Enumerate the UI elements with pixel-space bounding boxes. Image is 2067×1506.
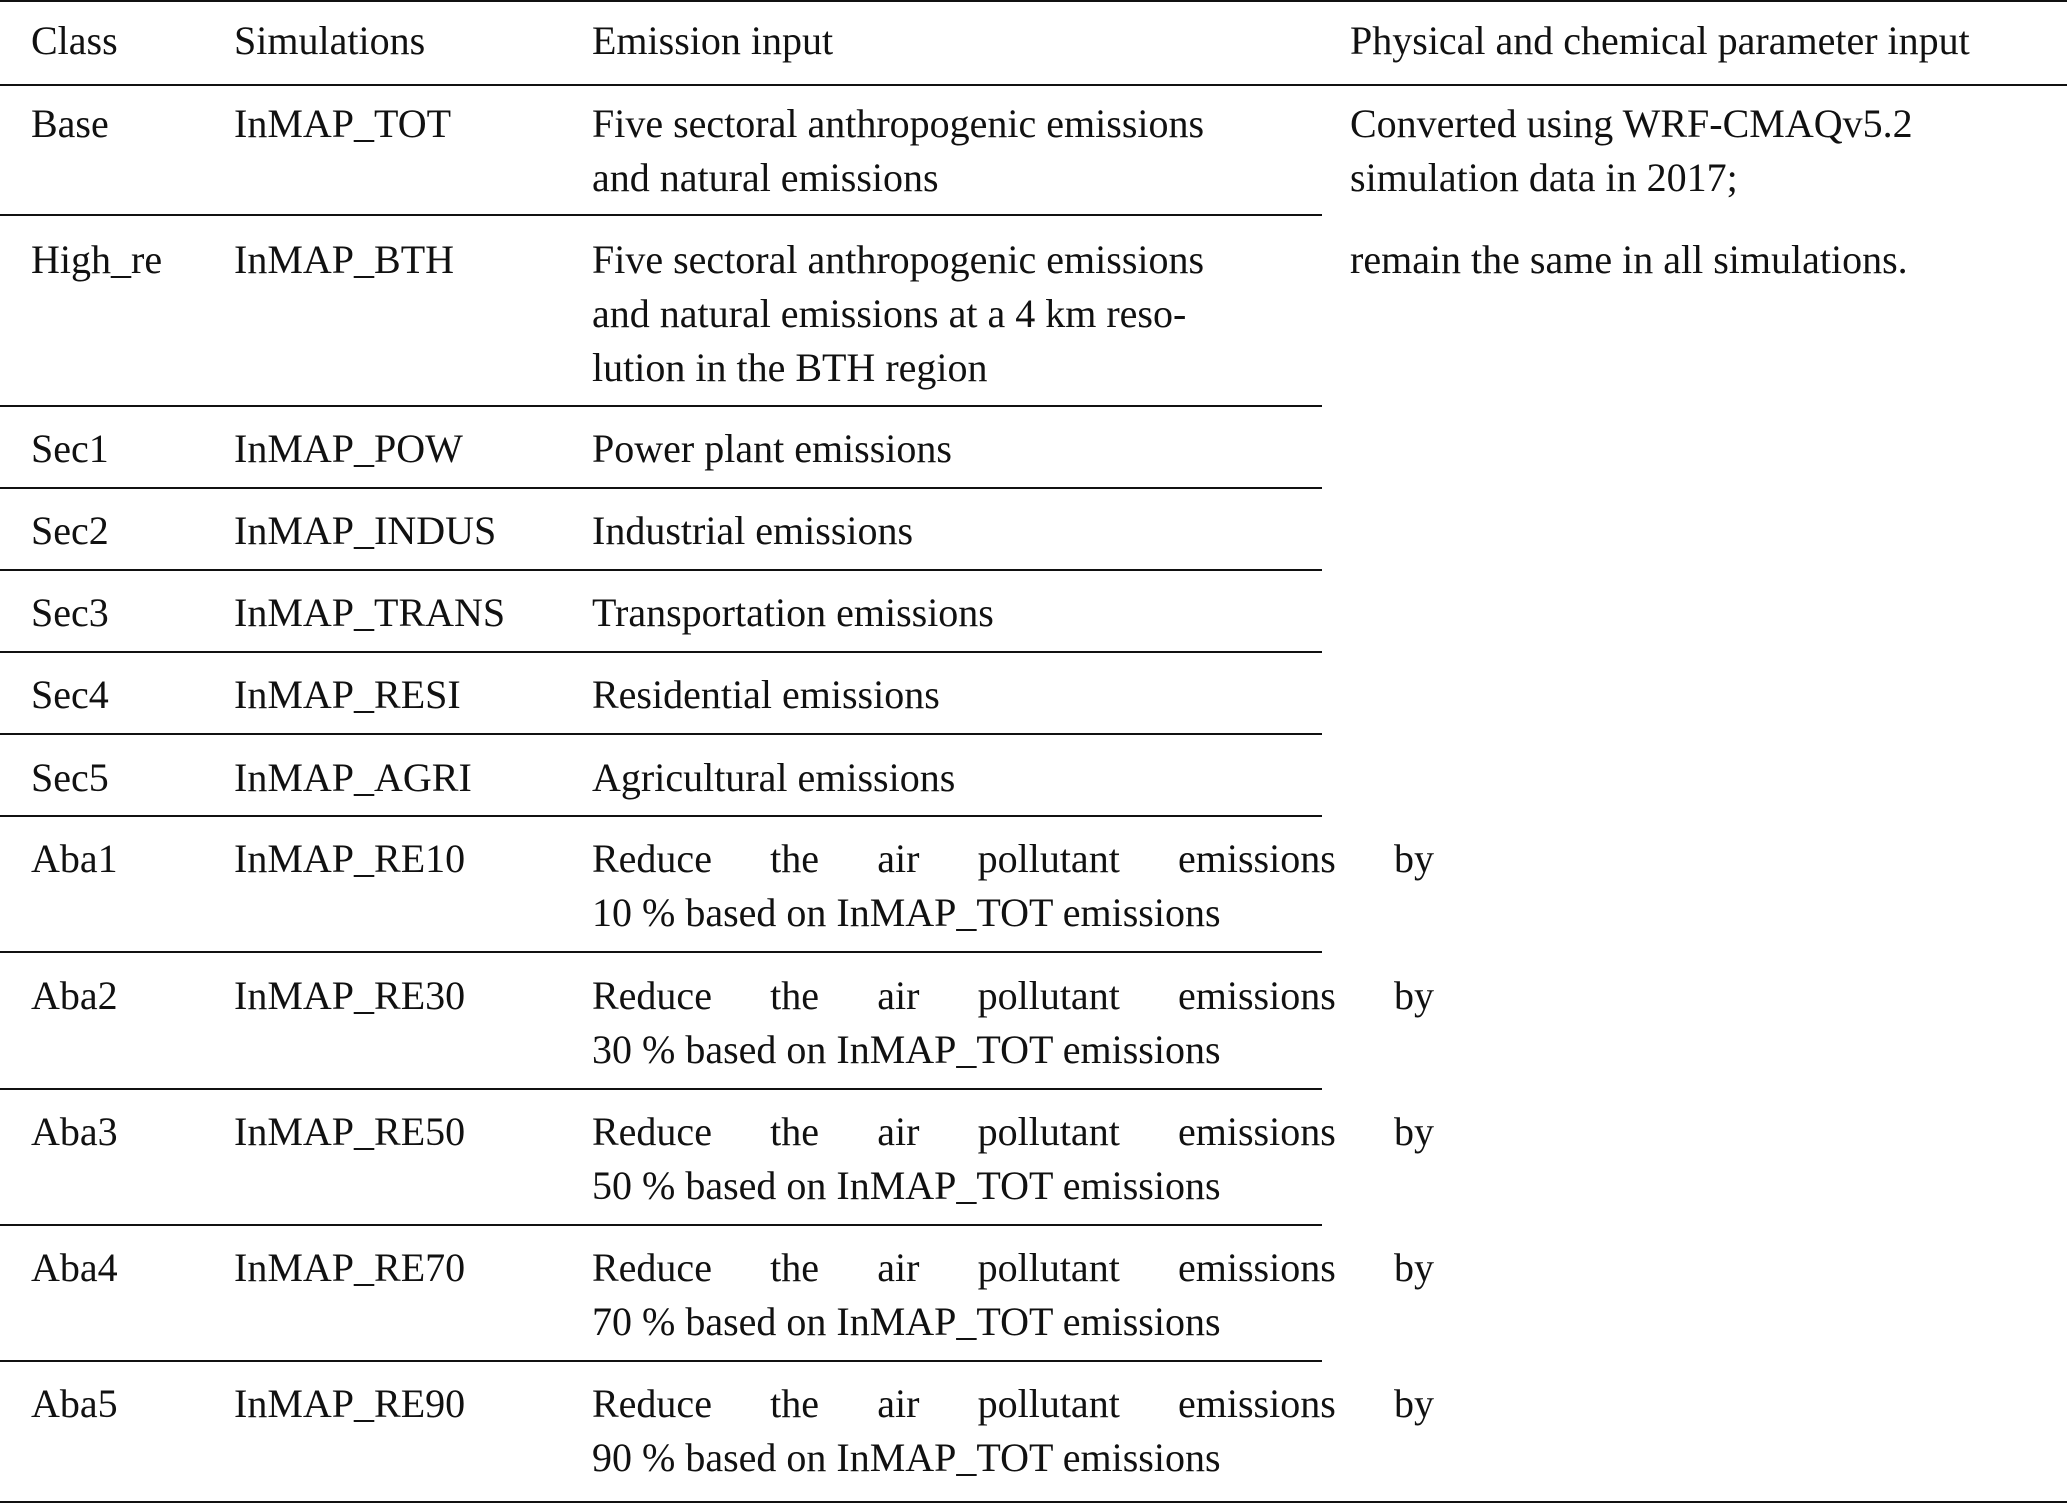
emission-line: Transportation emissions bbox=[592, 590, 994, 635]
row-emission bbox=[592, 586, 1434, 640]
row-rule bbox=[0, 569, 1322, 571]
header-emission: Emission input bbox=[592, 18, 834, 63]
bottom-rule bbox=[0, 1501, 2067, 1503]
row-class: Aba4 bbox=[31, 1245, 118, 1290]
row-simulation: InMAP_RESI bbox=[234, 672, 461, 717]
row-rule bbox=[0, 951, 1322, 953]
header-simulations: Simulations bbox=[234, 18, 426, 63]
row-class: Aba3 bbox=[31, 1109, 118, 1154]
header-physical: Physical and chemical parameter input bbox=[1350, 18, 1970, 63]
row-class: Sec5 bbox=[31, 755, 109, 800]
physical-text bbox=[1350, 233, 2067, 287]
row-rule bbox=[0, 405, 1322, 407]
row-rule bbox=[0, 1224, 1322, 1226]
row-class: Sec4 bbox=[31, 672, 109, 717]
row-rule bbox=[0, 487, 1322, 489]
emission-line: and natural emissions at a 4 km reso- bbox=[592, 291, 1187, 336]
row-emission bbox=[592, 504, 1434, 558]
emission-line: 70 % based on InMAP_TOT emissions bbox=[592, 1299, 1221, 1344]
row-simulation: InMAP_RE90 bbox=[234, 1381, 466, 1426]
row-class: Sec3 bbox=[31, 590, 109, 635]
emission-line: and natural emissions bbox=[592, 155, 939, 200]
row-emission bbox=[592, 751, 1434, 805]
emission-line: Industrial emissions bbox=[592, 508, 914, 553]
row-class: Sec2 bbox=[31, 508, 109, 553]
emission-line: Five sectoral anthropogenic emissions bbox=[592, 237, 1205, 282]
physical-line: Converted using WRF-CMAQv5.2 bbox=[1350, 101, 1913, 146]
emission-line: Reduce the air pollutant emissions by bbox=[592, 1245, 1434, 1290]
emission-line: Reduce the air pollutant emissions by bbox=[592, 1109, 1434, 1154]
row-rule bbox=[0, 651, 1322, 653]
emission-line: Five sectoral anthropogenic emissions bbox=[592, 101, 1205, 146]
row-class: Sec1 bbox=[31, 426, 109, 471]
row-emission bbox=[592, 97, 1434, 205]
row-emission bbox=[592, 233, 1434, 395]
row-simulation: InMAP_TOT bbox=[234, 101, 452, 146]
emission-line: Reduce the air pollutant emissions by bbox=[592, 836, 1434, 881]
row-simulation: InMAP_BTH bbox=[234, 237, 455, 282]
emission-line: Power plant emissions bbox=[592, 426, 952, 471]
emission-line: Reduce the air pollutant emissions by bbox=[592, 973, 1434, 1018]
row-emission bbox=[592, 1105, 1434, 1213]
row-rule bbox=[0, 815, 1322, 817]
row-emission bbox=[592, 969, 1434, 1077]
row-rule bbox=[0, 1360, 1322, 1362]
row-class: Aba1 bbox=[31, 836, 118, 881]
emission-line: Reduce the air pollutant emissions by bbox=[592, 1381, 1434, 1426]
emission-line: Agricultural emissions bbox=[592, 755, 956, 800]
physical-line: remain the same in all simulations. bbox=[1350, 237, 1908, 282]
emission-line: 10 % based on InMAP_TOT emissions bbox=[592, 890, 1221, 935]
row-rule bbox=[0, 733, 1322, 735]
row-rule bbox=[0, 214, 1322, 216]
row-emission bbox=[592, 1377, 1434, 1485]
row-class: Aba5 bbox=[31, 1381, 118, 1426]
row-emission bbox=[592, 1241, 1434, 1349]
emission-line: lution in the BTH region bbox=[592, 345, 988, 390]
header-rule bbox=[0, 84, 2067, 86]
row-simulation: InMAP_RE70 bbox=[234, 1245, 466, 1290]
row-simulation: InMAP_TRANS bbox=[234, 590, 506, 635]
emission-line: Residential emissions bbox=[592, 672, 940, 717]
physical-text bbox=[1350, 97, 2067, 205]
row-emission bbox=[592, 422, 1434, 476]
row-class: Base bbox=[31, 101, 109, 146]
header-class: Class bbox=[31, 18, 118, 63]
row-simulation: InMAP_RE30 bbox=[234, 973, 466, 1018]
row-class: Aba2 bbox=[31, 973, 118, 1018]
top-rule bbox=[0, 0, 2067, 2]
row-simulation: InMAP_AGRI bbox=[234, 755, 472, 800]
row-simulation: InMAP_RE10 bbox=[234, 836, 466, 881]
emission-line: 90 % based on InMAP_TOT emissions bbox=[592, 1435, 1221, 1480]
row-rule bbox=[0, 1088, 1322, 1090]
row-simulation: InMAP_POW bbox=[234, 426, 463, 471]
row-emission bbox=[592, 832, 1434, 940]
emission-line: 30 % based on InMAP_TOT emissions bbox=[592, 1027, 1221, 1072]
row-class: High_re bbox=[31, 237, 163, 282]
row-simulation: InMAP_RE50 bbox=[234, 1109, 466, 1154]
physical-line: simulation data in 2017; bbox=[1350, 155, 1738, 200]
row-simulation: InMAP_INDUS bbox=[234, 508, 497, 553]
row-emission bbox=[592, 668, 1434, 722]
emission-line: 50 % based on InMAP_TOT emissions bbox=[592, 1163, 1221, 1208]
